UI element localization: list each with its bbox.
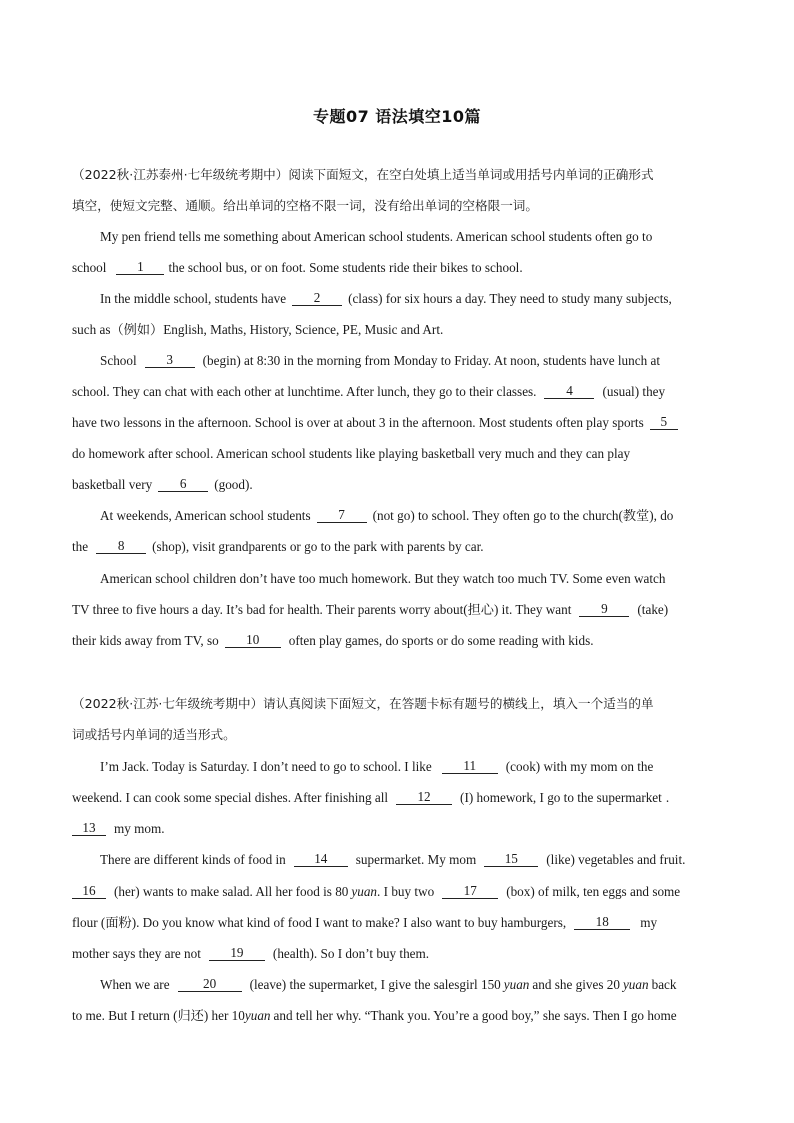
text-run: the school bus, or on foot. Some students ride their bikes to school. (168, 260, 523, 275)
page-title: 专题07 语法填空10篇 (312, 107, 482, 126)
text-run: (not go) to school. They often go to the church(教堂), do (372, 508, 674, 523)
text-run: . (665, 790, 670, 805)
paragraph-line (100, 507, 722, 525)
answer-blank-10[interactable]: 10 (225, 632, 281, 648)
text-run: often play games, do sports or do some reading with kids. (288, 633, 594, 648)
text-run: basketball very (72, 477, 153, 492)
paragraph-line (100, 851, 722, 869)
paragraph-line (72, 601, 722, 619)
text-run: and tell her why. “Thank you. You’re a good boy,” she says. Then I go home (273, 1008, 677, 1023)
answer-blank-20[interactable]: 20 (178, 976, 242, 992)
text-run: to me. But I return (归还) her 10 (72, 1008, 245, 1023)
answer-blank-11[interactable]: 11 (442, 758, 498, 774)
paragraph-line (72, 538, 722, 556)
answer-blank-9[interactable]: 9 (579, 601, 629, 617)
answer-blank-12[interactable]: 12 (396, 789, 452, 805)
text-run: (leave) the supermarket, I give the salesgirl 150 (249, 977, 501, 992)
paragraph-line (100, 290, 722, 308)
paragraph-line (72, 914, 722, 932)
answer-blank-15[interactable]: 15 (484, 851, 538, 867)
text-run: the (72, 539, 89, 554)
paragraph-line (100, 228, 722, 246)
text-run: and she gives 20 (532, 977, 620, 992)
instruction-text: （2022秋·江苏泰州·七年级统考期中）阅读下面短文，在空白处填上适当单词或用括号内单词的正确形式 (72, 167, 654, 182)
answer-blank-18[interactable]: 18 (574, 914, 630, 930)
text-run: (usual) they (602, 384, 666, 399)
text-run: have two lessons in the afternoon. School is over at about 3 in the afternoon. Most students often play sports (72, 415, 644, 430)
paragraph-line (72, 632, 722, 650)
text-run: There are different kinds of food in (100, 852, 286, 867)
paragraph-line (72, 383, 722, 401)
text-run: mother says they are not (72, 946, 201, 961)
text-run: flour (面粉). Do you know what kind of food I want to make? I also want to buy hamburgers, (72, 915, 567, 930)
instruction-text: 词或括号内单词的适当形式。 (72, 727, 236, 742)
answer-blank-1[interactable]: 1 (116, 259, 164, 275)
paragraph-line (100, 570, 722, 588)
answer-blank-19[interactable]: 19 (209, 945, 265, 961)
text-run: (box) of milk, ten eggs and some (506, 884, 681, 899)
text-run: yuan (351, 884, 378, 899)
text-run: In the middle school, students have (100, 291, 287, 306)
text-run: School (100, 353, 137, 368)
paragraph-line (100, 352, 722, 370)
text-run: (shop), visit grandparents or go to the park with parents by car. (152, 539, 484, 554)
answer-blank-17[interactable]: 17 (442, 883, 498, 899)
text-run: . I buy two (377, 884, 435, 899)
answer-blank-2[interactable]: 2 (292, 290, 342, 306)
answer-blank-13[interactable]: 13 (72, 820, 106, 836)
answer-blank-4[interactable]: 4 (544, 383, 594, 399)
text-run: do homework after school. American school students like playing basketball very much and they can play (72, 446, 631, 461)
text-run: my mom. (114, 821, 165, 836)
answer-blank-3[interactable]: 3 (145, 352, 195, 368)
text-run: When we are (100, 977, 170, 992)
paragraph-line (72, 820, 722, 838)
paragraph-line (100, 976, 722, 994)
answer-blank-16[interactable]: 16 (72, 883, 106, 899)
text-run: (cook) with my mom on the (505, 759, 654, 774)
text-run: school (72, 260, 107, 275)
answer-blank-6[interactable]: 6 (158, 476, 208, 492)
instruction-text: 填空，使短文完整、通顺。给出单词的空格不限一词，没有给出单词的空格限一词。 (72, 198, 538, 213)
section2-instruction-cont (72, 726, 722, 744)
text-run: my (640, 915, 658, 930)
instruction-text: （2022秋·江苏·七年级统考期中）请认真阅读下面短文，在答题卡标有题号的横线上，填入一个适当的单 (72, 696, 654, 711)
text-run: such as（例如）English, Maths, History, Science, PE, Music and Art. (72, 322, 444, 337)
text-run: (class) for six hours a day. They need to study many subjects, (348, 291, 672, 306)
paragraph-line (72, 1007, 722, 1025)
section1-instruction (72, 166, 722, 184)
answer-blank-8[interactable]: 8 (96, 538, 146, 554)
section1-instruction-cont (72, 197, 722, 215)
text-run: (I) homework, I go to the supermarket (460, 790, 662, 805)
paragraph-line (72, 789, 722, 807)
text-run: At weekends, American school students (100, 508, 311, 523)
paragraph-line (72, 476, 722, 494)
text-run: (health). So I don’t buy them. (272, 946, 430, 961)
answer-blank-7[interactable]: 7 (317, 507, 367, 523)
text-run: school. They can chat with each other at lunchtime. After lunch, they go to their classes. (72, 384, 537, 399)
text-run: My pen friend tells me something about American school students. American school students often go to (100, 229, 653, 244)
paragraph-line (72, 321, 722, 339)
text-run: supermarket. My mom (355, 852, 477, 867)
paragraph-line (72, 445, 722, 463)
text-run: weekend. I can cook some special dishes. After finishing all (72, 790, 389, 805)
answer-blank-5[interactable]: 5 (650, 414, 678, 430)
paragraph-line (72, 414, 722, 432)
text-run: (begin) at 8:30 in the morning from Monday to Friday. At noon, students have lunch at (202, 353, 660, 368)
text-run: back (651, 977, 677, 992)
section2-instruction (72, 695, 722, 713)
paragraph-line (72, 259, 722, 277)
text-run: yuan (622, 977, 649, 992)
text-run: I’m Jack. Today is Saturday. I don’t need to go to school. I like (100, 759, 432, 774)
text-run: TV three to five hours a day. It’s bad for health. Their parents worry about(担心) it. They want (72, 602, 572, 617)
answer-blank-14[interactable]: 14 (294, 851, 348, 867)
text-run: (take) (637, 602, 669, 617)
text-run: yuan (244, 1008, 271, 1023)
paragraph-line (72, 945, 722, 963)
text-run: (her) wants to make salad. All her food is 80 (114, 884, 349, 899)
text-run: American school children don’t have too much homework. But they watch too much TV. Some even watch (100, 571, 666, 586)
paragraph-line (100, 758, 722, 776)
text-run: yuan (503, 977, 530, 992)
text-run: (like) vegetables and fruit. (546, 852, 686, 867)
text-run: (good). (214, 477, 253, 492)
paragraph-line (72, 883, 722, 901)
text-run: their kids away from TV, so (72, 633, 219, 648)
